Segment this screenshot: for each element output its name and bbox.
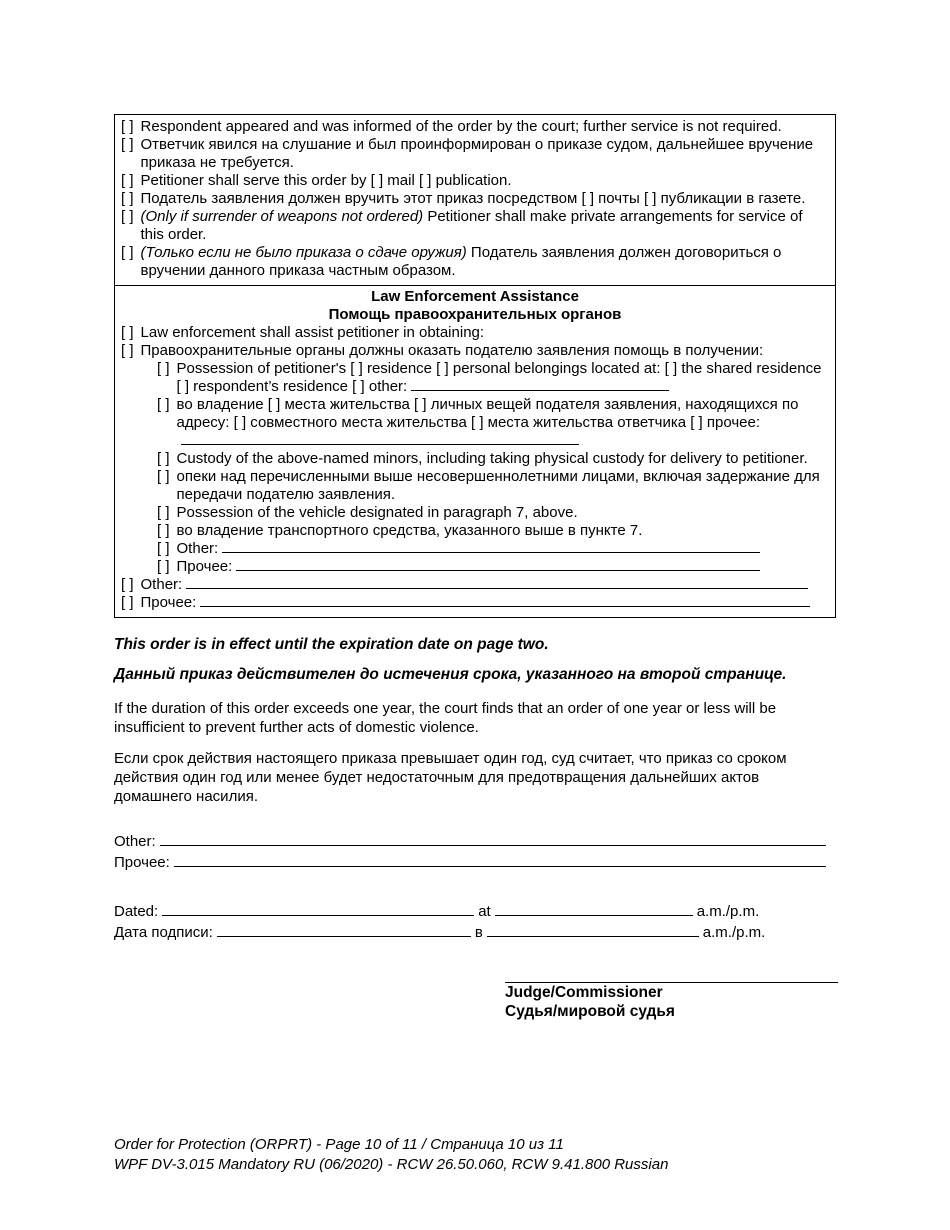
item-text-rest: Possession of petitioner's [ ] residence [ ] personal belongings located at: [ ] the shared residence [ ] respondent’s residence [ ] other:	[176, 360, 822, 395]
time-field[interactable]	[495, 903, 693, 916]
item-text: Податель заявления должен вручить этот приказ посредством [ ] почты [ ] публикации в газете.	[140, 190, 806, 207]
ampm-label: a.m./p.m.	[696, 903, 760, 920]
item-text: Other:	[176, 540, 219, 557]
duration-statement-ru: Если срок действия настоящего приказа превышает один год, суд считает, что приказ со сроком действия один год или менее будет недостаточным для предотвращения дальнейших актов домашнего насилия.	[114, 750, 787, 805]
other-line-ru	[114, 854, 836, 872]
checkbox-item-petitioner-serve-ru	[121, 190, 829, 208]
checkbox[interactable]: [ ]	[121, 594, 134, 611]
item-text-rest: Petitioner shall make private arrangements for service of this order.	[140, 208, 803, 243]
dated-label: Дата подписи:	[114, 924, 213, 941]
checkbox[interactable]: [ ]	[121, 324, 134, 341]
checkbox-item-other-ru	[121, 594, 829, 612]
item-text: Possession of the vehicle designated in paragraph 7, above.	[176, 504, 578, 521]
fill-in-blank[interactable]	[236, 558, 760, 571]
checkbox-item-other	[121, 576, 829, 594]
effect-statement-en: This order is in effect until the expiration date on page two.	[114, 636, 549, 653]
document-footer	[114, 1135, 668, 1175]
checkbox[interactable]: [ ]	[157, 522, 170, 539]
item-text-rest: Податель заявления должен договориться о вручении данного приказа частным образом.	[140, 244, 782, 279]
item-text-rest: во владение [ ] места жительства [ ] личных вещей подателя заявления, находящихся по адресу: [ ] совместного места жительства [ ] места жительства ответчика [ ] прочее:	[176, 396, 799, 431]
law-enforcement-box	[114, 286, 836, 618]
checkbox-item-possession-residence	[157, 360, 829, 396]
date-field[interactable]	[217, 924, 471, 937]
footer-line1: Order for Protection (ORPRT) - Page 10 of 11 / Страница 10 из 11	[114, 1136, 564, 1153]
document-content	[114, 114, 836, 1021]
effect-statement-ru: Данный приказ действителен до истечения срока, указанного на второй странице.	[114, 666, 787, 683]
checkbox[interactable]: [ ]	[121, 118, 134, 135]
dated-label: Dated:	[114, 903, 159, 920]
signature-title-ru: Судья/мировой судья	[505, 1003, 675, 1020]
item-text	[177, 360, 829, 396]
item-text: Прочее:	[140, 594, 197, 611]
item-text: Прочее:	[176, 558, 233, 575]
other-label: Прочее:	[114, 854, 170, 871]
dated-line-ru	[114, 924, 836, 942]
checkbox[interactable]: [ ]	[121, 576, 134, 593]
dated-line-en	[114, 903, 836, 921]
item-text: Other:	[140, 576, 183, 593]
checkbox-item-private-arrangements-ru	[121, 244, 829, 280]
ampm-label: a.m./p.m.	[702, 924, 766, 941]
fill-in-blank[interactable]	[181, 432, 579, 445]
item-text-italic: (Только если не было приказа о сдаче оружия)	[140, 244, 467, 261]
checkbox-item-respondent-appeared	[121, 118, 829, 136]
item-text	[141, 244, 829, 280]
item-text: Ответчик явился на слушание и был проинформирован о приказе судом, дальнейшее вручение приказа не требуется.	[140, 136, 814, 171]
item-text: во владение транспортного средства, указанного выше в пункте 7.	[176, 522, 643, 539]
checkbox-item-law-assist	[121, 324, 829, 342]
other-label: Other:	[114, 833, 156, 850]
signature-title-en: Judge/Commissioner	[505, 984, 663, 1001]
fill-in-blank[interactable]	[160, 833, 826, 846]
item-text: Custody of the above-named minors, including taking physical custody for delivery to petitioner.	[176, 450, 808, 467]
service-options-box	[114, 114, 836, 286]
checkbox[interactable]: [ ]	[157, 558, 170, 575]
item-text: опеки над перечисленными выше несовершеннолетними лицами, включая задержание для передачи подателю заявления.	[176, 468, 820, 503]
checkbox[interactable]: [ ]	[121, 190, 134, 207]
item-text: Petitioner shall serve this order by [ ] mail [ ] publication.	[140, 172, 512, 189]
checkbox[interactable]: [ ]	[121, 172, 134, 189]
time-field[interactable]	[487, 924, 699, 937]
fill-in-blank[interactable]	[200, 594, 810, 607]
fill-in-blank[interactable]	[174, 854, 826, 867]
item-text	[177, 396, 829, 450]
checkbox-item-law-assist-ru	[121, 342, 829, 360]
checkbox[interactable]: [ ]	[157, 504, 170, 521]
checkbox-item-custody-minors	[157, 450, 829, 468]
checkbox[interactable]: [ ]	[157, 396, 170, 413]
item-text	[141, 208, 829, 244]
section-title-en: Law Enforcement Assistance	[371, 288, 579, 305]
date-field[interactable]	[162, 903, 474, 916]
item-text-italic: (Only if surrender of weapons not ordered)	[140, 208, 424, 225]
item-text: Law enforcement shall assist petitioner in obtaining:	[140, 324, 485, 341]
signature-line[interactable]	[505, 969, 838, 983]
fill-in-blank[interactable]	[411, 378, 669, 391]
checkbox-item-sub-other-ru	[157, 558, 829, 576]
checkbox[interactable]: [ ]	[157, 540, 170, 557]
checkbox-item-sub-other	[157, 540, 829, 558]
item-text: Respondent appeared and was informed of the order by the court; further service is not required.	[140, 118, 782, 135]
checkbox[interactable]: [ ]	[121, 136, 134, 153]
checkbox[interactable]: [ ]	[157, 468, 170, 485]
checkbox-item-custody-minors-ru	[157, 468, 829, 504]
section-title-ru: Помощь правоохранительных органов	[328, 306, 622, 323]
checkbox-item-private-arrangements	[121, 208, 829, 244]
checkbox-item-vehicle-ru	[157, 522, 829, 540]
checkbox-item-vehicle	[157, 504, 829, 522]
checkbox[interactable]: [ ]	[121, 244, 134, 261]
checkbox-item-possession-residence-ru	[157, 396, 829, 450]
at-label: в	[474, 924, 483, 941]
fill-in-blank[interactable]	[222, 540, 760, 553]
signature-block	[505, 969, 838, 1021]
checkbox[interactable]: [ ]	[121, 342, 134, 359]
checkbox-item-petitioner-serve	[121, 172, 829, 190]
checkbox-item-respondent-appeared-ru	[121, 136, 829, 172]
footer-line2: WPF DV-3.015 Mandatory RU (06/2020) - RCW 26.50.060, RCW 9.41.800 Russian	[114, 1156, 669, 1173]
other-line-en	[114, 833, 836, 851]
checkbox[interactable]: [ ]	[157, 360, 170, 377]
fill-in-blank[interactable]	[186, 576, 808, 589]
dated-section	[114, 903, 836, 942]
at-label: at	[478, 903, 491, 920]
duration-statement-en: If the duration of this order exceeds one year, the court finds that an order of one year or less will be insufficient to prevent further acts of domestic violence.	[114, 700, 777, 736]
checkbox[interactable]: [ ]	[157, 450, 170, 467]
checkbox[interactable]: [ ]	[121, 208, 134, 225]
item-text: Правоохранительные органы должны оказать подателю заявления помощь в получении:	[140, 342, 764, 359]
other-section	[114, 833, 836, 872]
